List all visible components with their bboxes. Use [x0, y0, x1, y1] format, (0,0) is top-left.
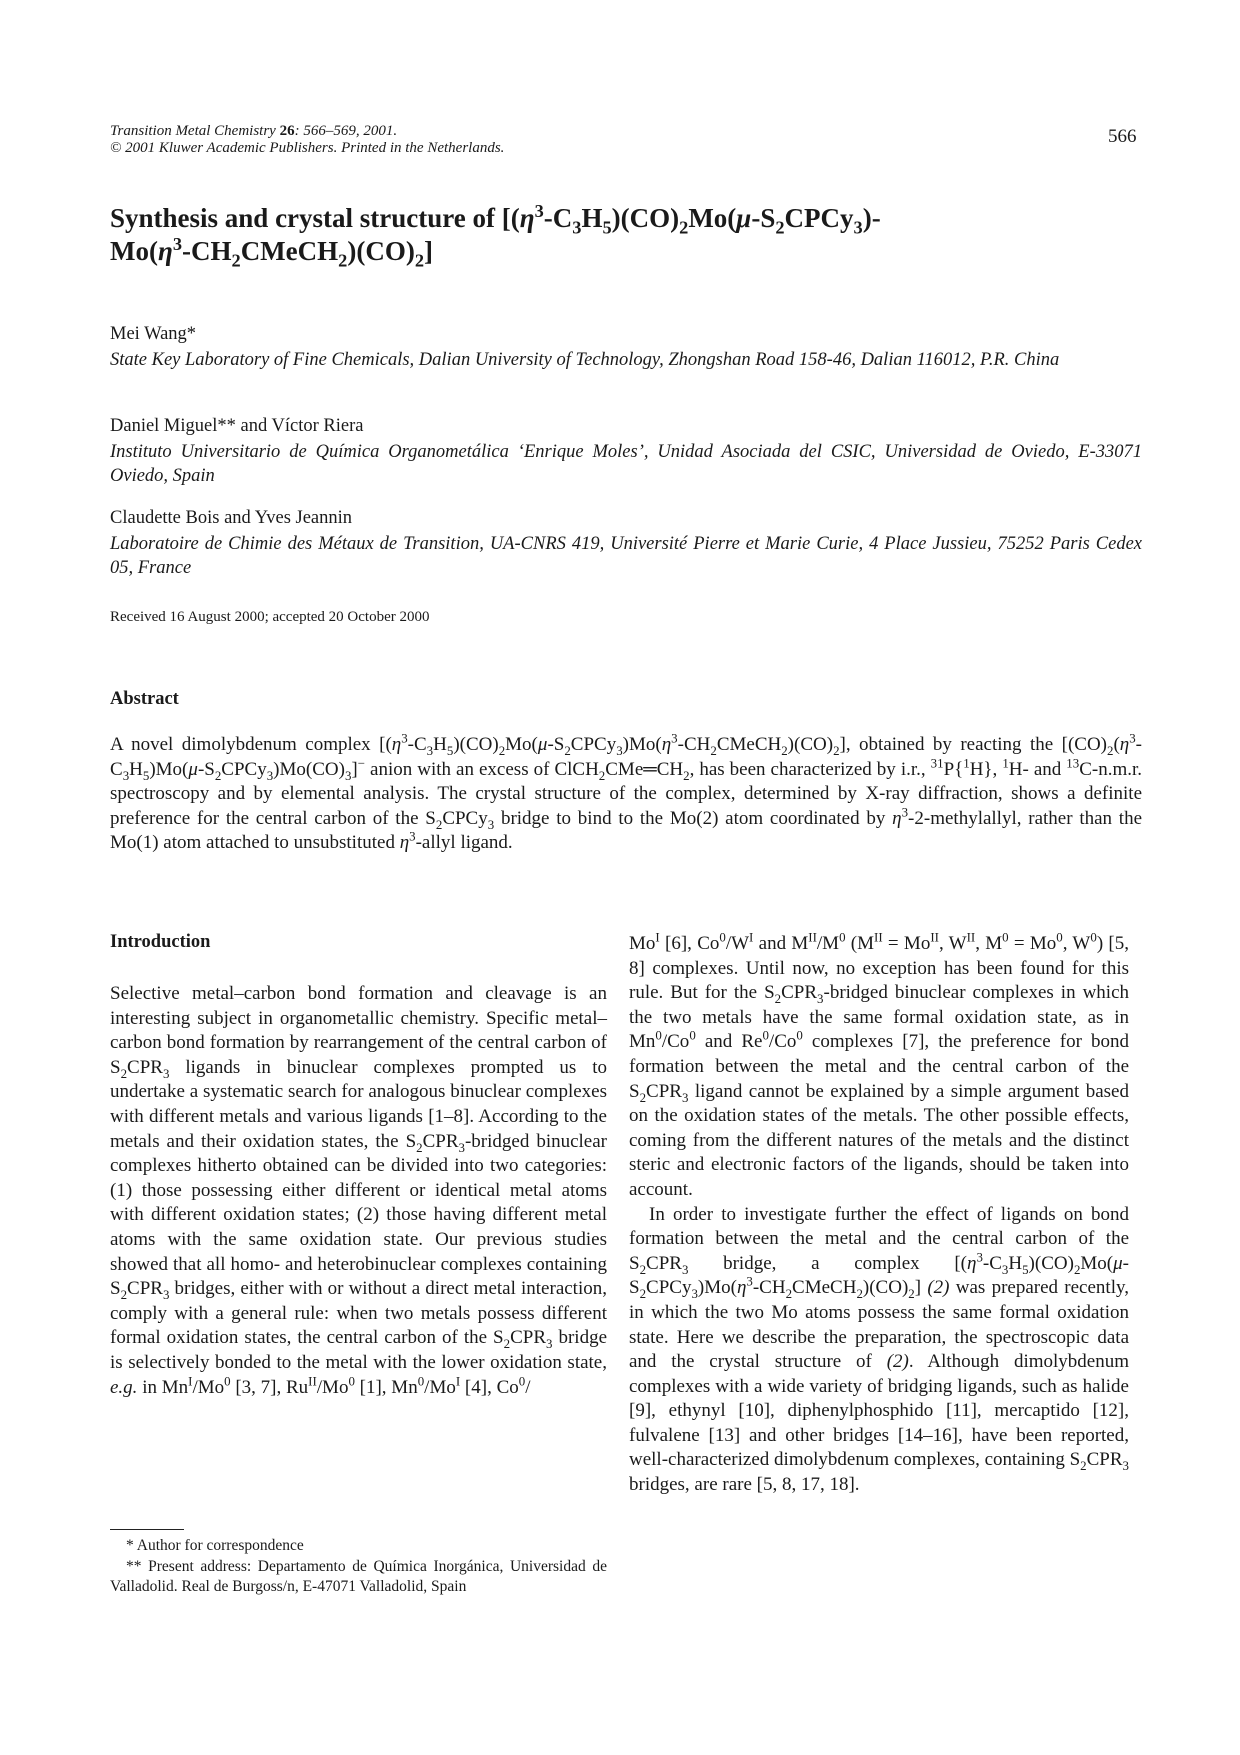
- footnote-present-address: ** Present address: Departamento de Química Inorgánica, Universidad de Valladolid. Real de Burgoss/n, E-47071 Valladolid, Spain: [110, 1558, 607, 1595]
- received-dates: Received 16 August 2000; accepted 20 October 2000: [110, 609, 430, 625]
- intro-paragraph-1-cont: $Mo^I$ [6], $Co^0/W^I$ and $M^{II}/M^0$ ($M^{II} = Mo^{II}$, $W^{II}$, $M^0 = Mo^0$, $W^0$) [5, 8] complexes. Until now, no exception has been found for this rule. But for the $S_2CPR_3$-bridged binuclear complexes in which the two metals have the same formal oxidation state, as in Mn$^0$/Co$^0$ and Re$^0$/Co$^0$ complexes [7], the preference for bond formation between the metal and the central carbon of the $S_2CPR_3$ ligand cannot be explained by a simple argument based on the oxidation states of the metals. The other possible effects, coming from the different natures of the metals and the distinct steric and electronic factors of the ligands, should be taken into account.: [629, 929, 1130, 1200]
- page-number: 566: [1108, 126, 1137, 147]
- affiliation-3: Laboratoire de Chimie des Métaux de Transition, UA-CNRS 419, Université Pierre et Marie Curie, 4 Place Jussieu, 75252 Paris Cedex 05, France: [110, 534, 1142, 578]
- affiliation-1: State Key Laboratory of Fine Chemicals, Dalian University of Technology, Zhongshan Road 158-46, Dalian 116012, P.R. China: [110, 350, 1060, 370]
- journal-pages-year: : 566–569, 2001.: [294, 123, 398, 139]
- intro-paragraph-1: Selective metal–carbon bond formation and cleavage is an interesting subject in organometallic chemistry. Specific metal–carbon bond formation by rearrangement of the central carbon of $S_2CPR_3$ ligands in binuclear complexes prompted us to undertake a systematic search for analogous binuclear complexes with different metals and various ligands [1–8]. According to the metals and their oxidation states, the $S_2CPR_3$-bridged binuclear complexes hitherto obtained can be divided into two categories: (1) those possessing either different or identical metal atoms with different oxidation states; (2) those having different metal atoms with the same oxidation state. Our previous studies showed that all homo- and heterobinuclear complexes containing $S_2CPR_3$ bridges, either with or without a direct metal interaction, comply with a general rule: when two metals possess different formal oxidation states, the central carbon of the $S_2CPR_3$ bridge is selectively bonded to the metal with the lower oxidation state, e.g. in $Mn^I/Mo^0$ [3, 7], $Ru^{II}/Mo^0$ [1], $Mn^0/Mo^I$ [4], Co$^0$/: [110, 983, 607, 1398]
- abstract-heading: Abstract: [110, 689, 179, 709]
- intro-left-column: [110, 982, 607, 1400]
- paper-title: Synthesis and crystal structure of [$(\eta^3-C_3H_5)(CO)_2Mo(\mu-S_2CPCy_3)-$ $Mo(\eta^3-CH_2CMeCH_2)(CO)_2$]: [110, 201, 881, 271]
- affiliation-2: Instituto Universitario de Química Organometálica ‘Enrique Moles’, Unidad Asociada del CSIC, Universidad de Oviedo, E-33071 Oviedo, Spain: [110, 442, 1142, 486]
- abstract-text: A novel dimolybdenum complex $[(\eta^3-C_3H_5)(CO)_2Mo(\mu-S_2CPCy_3)Mo(\eta^3-CH_2CMeCH_2)(CO)_2]$, obtained by reacting the $[(CO)_2(\eta^3-C_3H_5)Mo(\mu-S_2CPCy_3)Mo(CO)_3]^-$ anion with an excess of $ClCH_2CMe═CH_2$, has been characterized by i.r., $^{31}$P{$^1$H}, $^1$H- and $^{13}$C-n.m.r. spectroscopy and by elemental analysis. The crystal structure of the complex, determined by X-ray diffraction, shows a definite preference for the central carbon of the $S_2CPCy_3$ bridge to bind to the Mo(2) atom coordinated by $\eta^3-2$-methylallyl, rather than the Mo(1) atom attached to unsubstituted $\eta^3$-allyl ligand.: [110, 730, 1143, 854]
- footnote-correspondence: * Author for correspondence: [126, 1537, 304, 1554]
- journal-citation: [110, 123, 504, 157]
- introduction-heading: Introduction: [110, 932, 211, 952]
- journal-volume: 26: [279, 123, 295, 139]
- footnote-rule: [110, 1529, 184, 1530]
- copyright-line: © 2001 Kluwer Academic Publishers. Printed in the Netherlands.: [110, 140, 505, 156]
- intro-right-column: [629, 929, 1130, 1498]
- author-line-1: Mei Wang*: [110, 324, 197, 344]
- intro-paragraph-2: In order to investigate further the effect of ligands on bond formation between the metal and the central carbon of the $S_2CPR_3$ bridge, a complex $[(\eta^3-C_3H_5)(CO)_2Mo(\mu-S_2CPCy_3)Mo(\eta^3-CH_2CMeCH_2)(CO)_2]$ (2) was prepared recently, in which the two Mo atoms possess the same formal oxidation state. Here we describe the preparation, the spectroscopic data and the crystal structure of (2). Although dimolybdenum complexes with a wide variety of bridging ligands, such as halide [9], ethynyl [10], diphenylphosphido [11], mercaptido [12], fulvalene [13] and other bridges [14–16], have been reported, well-characterized dimolybdenum complexes, containing $S_2CPR_3$ bridges, are rare [5, 8, 17, 18].: [629, 1203, 1130, 1496]
- journal-name: Transition Metal Chemistry: [110, 123, 276, 139]
- author-line-2: Daniel Miguel** and Víctor Riera: [110, 416, 364, 436]
- author-line-3: Claudette Bois and Yves Jeannin: [110, 508, 353, 528]
